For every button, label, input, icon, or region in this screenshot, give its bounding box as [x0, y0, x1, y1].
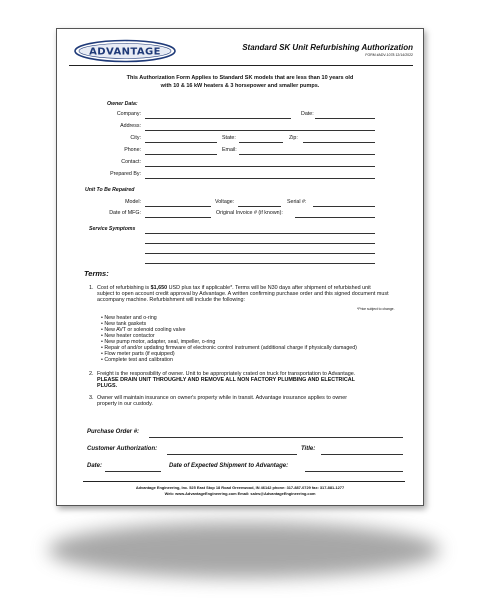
footer-address: Advantage Engineering, Inc. 525 East Stop 18 Road Greenwood, IN 46142 phone: 317-887-0729 fax: 317-881-1277	[135, 485, 345, 490]
bottom-date-field[interactable]	[105, 471, 161, 472]
footer-web: Web: www.AdvantageEngineering.com Email: sales@AdvantageEngineering.com	[164, 491, 316, 496]
zip-field[interactable]	[303, 142, 375, 143]
bullet-item: • Repair of and/or updating firmware of electronic control instrument (additional charge if physically damaged)	[101, 345, 357, 351]
bullet-item: • New tank gaskets	[101, 321, 147, 327]
email-label: Email:	[222, 147, 237, 153]
phone-label: Phone:	[124, 147, 141, 153]
expected-shipment-label: Date of Expected Shipment to Advantage:	[169, 463, 289, 469]
term-1-part-b: USD plus tax if applicable*. Terms will be N30 days after shipment of refurbished	[168, 285, 361, 291]
original-invoice-field[interactable]	[295, 217, 375, 218]
svg-text:ADVANTAGE: ADVANTAGE	[89, 46, 161, 58]
term-2-number: 2.	[89, 371, 94, 377]
term-1-price: $1,650	[150, 285, 168, 291]
term-1-number: 1.	[89, 285, 94, 291]
model-label: Model:	[125, 199, 141, 205]
purchase-order-label: Purchase Order #:	[87, 429, 140, 435]
term-1-line-3: document must accompany machine. Refurbishment will include the following:	[97, 291, 389, 304]
date-mfg-label: Date of MFG:	[109, 210, 141, 216]
header-divider	[69, 65, 413, 66]
company-field[interactable]	[145, 118, 291, 119]
owner-data-heading: Owner Data:	[107, 101, 138, 107]
contact-field[interactable]	[145, 166, 375, 167]
bullet-item: • New heater and o-ring	[101, 315, 157, 321]
customer-authorization-label: Customer Authorization:	[87, 446, 158, 452]
state-field[interactable]	[239, 142, 283, 143]
footer-divider	[83, 481, 405, 482]
term-2-line-3: PLUGS.	[97, 383, 118, 389]
email-field[interactable]	[239, 154, 375, 155]
terms-heading: Terms:	[84, 269, 109, 278]
contact-label: Contact:	[121, 159, 141, 165]
date-mfg-field[interactable]	[145, 217, 211, 218]
city-label: City:	[130, 135, 141, 141]
expected-shipment-field[interactable]	[305, 471, 403, 472]
bullet-item: • Flow meter parts (if equipped)	[101, 351, 175, 357]
serial-label: Serial #:	[287, 199, 307, 205]
intro-line-1: This Authorization Form Applies to Standard SK models that are less than 10 years old	[126, 75, 354, 81]
bullet-item: • New pump motor, adapter, seal, impeller, o-ring	[101, 339, 216, 345]
symptoms-line-4[interactable]	[145, 263, 375, 264]
bullet-item: • New heater contactor	[101, 333, 155, 339]
prepared-by-field[interactable]	[145, 178, 375, 179]
term-3-line-2: property in our custody.	[97, 401, 153, 407]
authorization-form-page	[56, 28, 424, 506]
unit-heading: Unit To Be Repaired	[85, 187, 135, 193]
term-2-line-1: Freight is the responsibility of owner. Unit to be appropriately crated on truck for transportation to Advantage.	[97, 371, 356, 377]
service-symptoms-heading: Service Symptoms	[89, 226, 136, 232]
serial-field[interactable]	[313, 206, 375, 207]
address-label: Address:	[120, 123, 141, 129]
prepared-by-label: Prepared By:	[110, 171, 141, 177]
purchase-order-field[interactable]	[149, 437, 403, 438]
symptoms-line-2[interactable]	[145, 243, 375, 244]
voltage-field[interactable]	[238, 206, 281, 207]
term-1-text	[97, 285, 389, 304]
state-label: State:	[222, 135, 236, 141]
term-1-part-a: Cost of refurbishing is	[97, 285, 150, 291]
date-field[interactable]	[315, 118, 375, 119]
term-2-line-2: PLEASE DRAIN UNIT THROUGHLY AND REMOVE ALL NON FACTORY PLUMBING AND ELECTRICAL	[97, 377, 355, 383]
price-note: *Price subject to change.	[357, 307, 395, 311]
term-3-number: 3.	[89, 395, 94, 401]
form-number: FORM #ADV-1078 12/14/2022	[365, 53, 413, 57]
symptoms-line-1[interactable]	[145, 233, 375, 234]
bullet-item: • Complete test and calibration	[101, 357, 173, 363]
term-1-line-2: unit subject to open account credit approval by Advantage. A written confirming purchase order and this signed	[97, 285, 371, 298]
intro-line-2: with 10 & 16 kW heaters & 3 horsepower and smaller pumps.	[160, 83, 320, 89]
bullet-item: • New AVT or solenoid cooling valve	[101, 327, 186, 333]
model-field[interactable]	[145, 206, 211, 207]
term-3-line-1: Owner will maintain insurance on owner's property while in transit. Advantage insurance applies to owner	[97, 395, 348, 401]
title-label: Title:	[301, 446, 316, 452]
original-invoice-label: Original Invoice # (if known):	[216, 210, 283, 216]
city-field[interactable]	[145, 142, 217, 143]
advantage-logo	[73, 39, 177, 63]
zip-label: Zip:	[289, 135, 298, 141]
title-field[interactable]	[321, 454, 403, 455]
page-drop-shadow	[48, 522, 440, 578]
voltage-label: Voltage:	[215, 199, 235, 205]
symptoms-line-3[interactable]	[145, 253, 375, 254]
company-label: Company:	[116, 111, 141, 117]
customer-authorization-field[interactable]	[167, 454, 297, 455]
phone-field[interactable]	[145, 154, 217, 155]
bottom-date-label: Date:	[87, 463, 103, 469]
address-field[interactable]	[145, 130, 375, 131]
form-title: Standard SK Unit Refurbishing Authorization	[242, 43, 413, 52]
date-label: Date:	[301, 111, 314, 117]
